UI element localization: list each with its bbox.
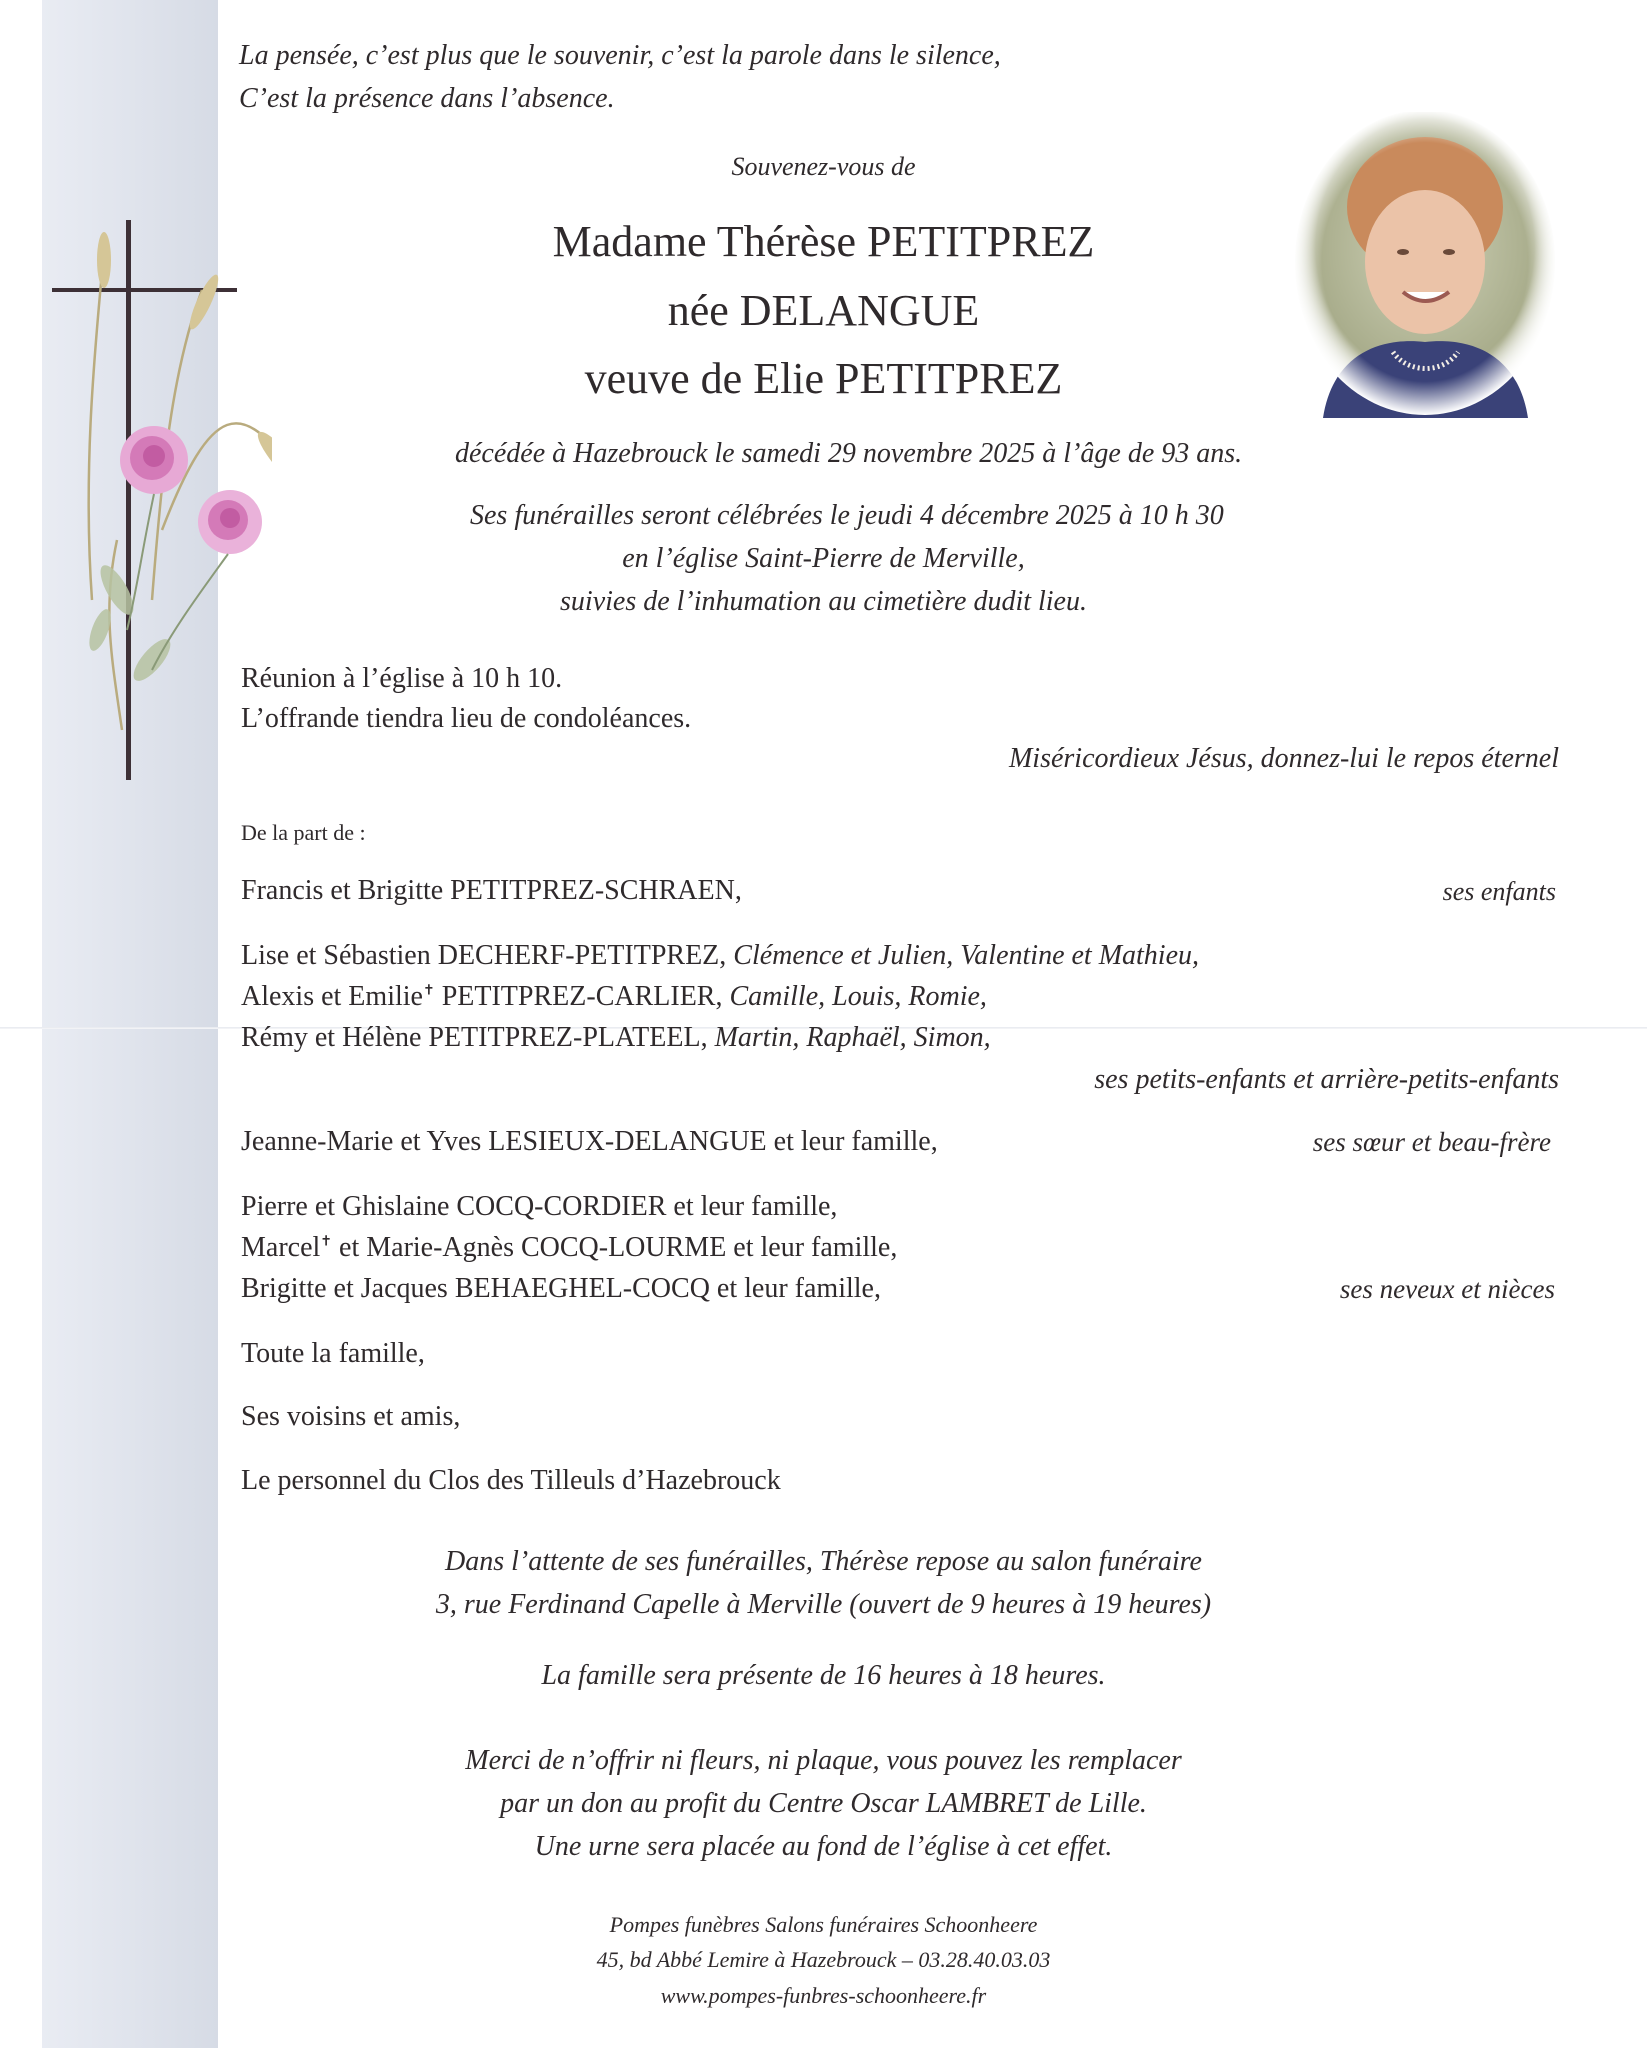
donation-line-1: Merci de n’offrir ni fleurs, ni plaque, vous pouvez les remplacer [465, 1745, 1182, 1776]
dagger-icon: ✝ [320, 1234, 333, 1250]
staff: Le personnel du Clos des Tilleuls d’Hazebrouck [241, 1465, 781, 1496]
funeral-line-3: suivies de l’inhumation au cimetière dudit lieu. [560, 586, 1087, 617]
sister-role: ses sœur et beau-frère [1312, 1127, 1551, 1157]
nephew-name-a: Marcel [241, 1232, 321, 1263]
deceased-name: Madame Thérèse PETITPREZ [552, 217, 1095, 266]
funeral-home-website: www.pompes-funbres-schoonheere.fr [660, 1983, 987, 2008]
dagger-icon: ✝ [422, 983, 435, 999]
nephew-name-b: et Marie-Agnès COCQ-LOURME et leur famille, [332, 1232, 898, 1263]
grandchild-family-3 [241, 1022, 991, 1054]
nephew-family-1: Pierre et Ghislaine COCQ-CORDIER et leur famille, [241, 1191, 838, 1222]
quote-line-1: La pensée, c’est plus que le souvenir, c’est la parole dans le silence, [239, 40, 1001, 71]
family-name: Rémy et Hélène PETITPREZ-PLATEEL, [241, 1022, 708, 1053]
intro-text: Souvenez-vous de [731, 152, 916, 181]
nephew-family-3: Brigitte et Jacques BEHAEGHEL-COCQ et leur famille, [241, 1273, 881, 1304]
grandchildren-role: ses petits-enfants et arrière-petits-enfants [1094, 1064, 1559, 1095]
maiden-name: née DELANGUE [667, 286, 980, 335]
children-names: Francis et Brigitte PETITPREZ-SCHRAEN, [241, 875, 742, 906]
family-name-b: PETITPREZ-CARLIER, [434, 981, 723, 1012]
grandchild-family-2 [241, 981, 987, 1013]
death-notice: décédée à Hazebrouck le samedi 29 novembre 2025 à l’âge de 93 ans. [455, 438, 1243, 469]
all-family: Toute la famille, [241, 1338, 425, 1369]
sister-names: Jeanne-Marie et Yves LESIEUX-DELANGUE et leur famille, [241, 1126, 938, 1157]
children-role: ses enfants [1442, 877, 1556, 906]
quote-line-2: C’est la présence dans l’absence. [239, 83, 615, 114]
meeting-line-1: Réunion à l’église à 10 h 10. [241, 663, 563, 694]
donation-line-2: par un don au profit du Centre Oscar LAMBRET de Lille. [500, 1788, 1147, 1819]
prayer: Miséricordieux Jésus, donnez-lui le repos éternel [1008, 743, 1559, 774]
family-name: Lise et Sébastien DECHERF-PETITPREZ, [241, 940, 727, 971]
nephews-role: ses neveux et nièces [1339, 1274, 1555, 1304]
nephew-family-2 [241, 1232, 897, 1264]
grandchildren-names: Martin, Raphaël, Simon, [714, 1022, 991, 1053]
funeral-line-1: Ses funérailles seront célébrées le jeudi 4 décembre 2025 à 10 h 30 [470, 500, 1224, 531]
donation-line-3: Une urne sera placée au fond de l’église à cet effet. [534, 1831, 1113, 1862]
neighbors: Ses voisins et amis, [241, 1401, 461, 1432]
meeting-line-2: L’offrande tiendra lieu de condoléances. [241, 703, 692, 734]
wake-line-2: 3, rue Ferdinand Capelle à Merville (ouvert de 9 heures à 19 heures) [435, 1589, 1212, 1620]
grandchildren-names: Camille, Louis, Romie, [729, 981, 987, 1012]
funeral-home-address: 45, bd Abbé Lemire à Hazebrouck – 03.28.40.03.03 [596, 1947, 1051, 1972]
funeral-home-name: Pompes funèbres Salons funéraires Schoonheere [609, 1912, 1038, 1937]
grandchild-family-1 [241, 940, 1199, 972]
rose-icon [120, 426, 262, 554]
family-presence: La famille sera présente de 16 heures à 18 heures. [541, 1660, 1106, 1691]
wake-line-1: Dans l’attente de ses funérailles, Thérèse repose au salon funéraire [445, 1546, 1202, 1577]
family-name-a: Alexis et Emilie [241, 981, 423, 1012]
funeral-line-2: en l’église Saint-Pierre de Merville, [622, 543, 1025, 574]
from-label: De la part de : [241, 820, 366, 845]
widow-of: veuve de Elie PETITPREZ [584, 354, 1063, 403]
grandchildren-names: Clémence et Julien, Valentine et Mathieu, [733, 940, 1200, 971]
